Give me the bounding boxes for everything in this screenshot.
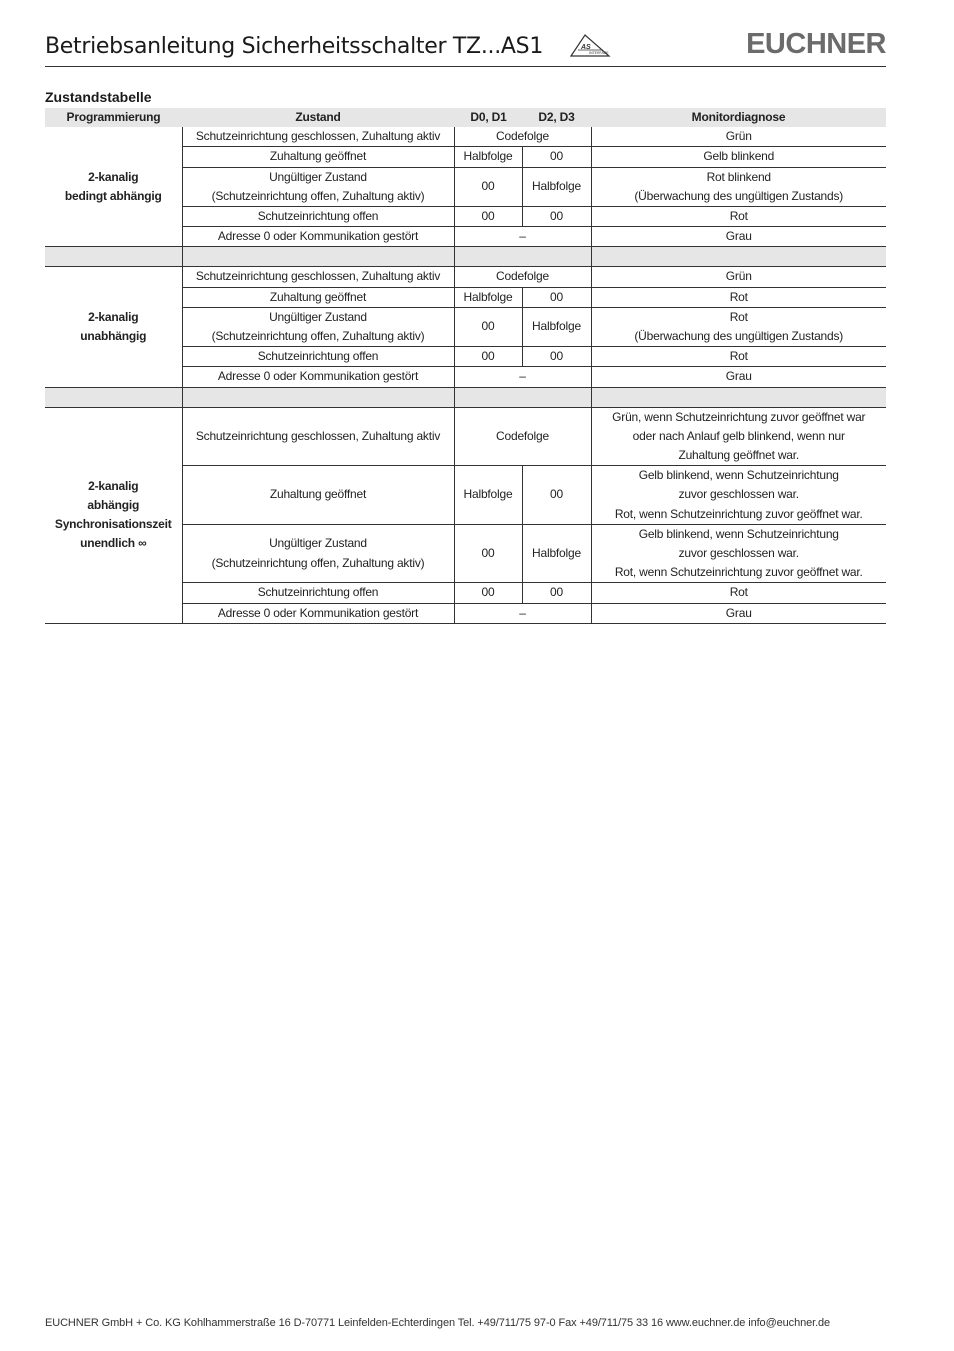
d2-d3-cell: Halbfolge — [522, 307, 591, 346]
d0-d1-cell: Codefolge — [454, 127, 591, 147]
monitordiagnose-cell — [591, 127, 886, 147]
monitordiagnose-line: (Überwachung des ungültigen Zustands) — [634, 188, 844, 203]
zustand-line: Zuhaltung geöffnet — [269, 149, 367, 164]
d2-d3-cell: Halbfolge — [522, 167, 591, 206]
svg-text:AS: AS — [581, 44, 591, 51]
monitordiagnose-cell — [591, 307, 886, 346]
monitordiagnose-cell — [591, 583, 886, 603]
programmierung-line: abhängig — [87, 498, 140, 513]
zustand-cell — [182, 267, 454, 287]
zustand-line: Zuhaltung geöffnet — [269, 289, 367, 304]
d0-d1-cell: 00 — [454, 307, 522, 346]
d2-d3-cell: 00 — [522, 347, 591, 367]
monitordiagnose-line: Grau — [725, 229, 752, 244]
header-d2-d3: D2, D3 — [538, 110, 575, 124]
header-monitordiagnose: Monitordiagnose — [591, 108, 886, 127]
state-table — [45, 108, 886, 624]
d0-d1-cell: Halbfolge — [454, 466, 522, 525]
monitordiagnose-cell — [591, 267, 886, 287]
monitordiagnose-line: Rot — [729, 209, 748, 224]
zustand-cell — [182, 347, 454, 367]
d2-d3-cell: Halbfolge — [522, 524, 591, 583]
monitordiagnose-cell — [591, 524, 886, 583]
programmierung-line: 2-kanalig — [88, 309, 139, 324]
d0-d1-cell: – — [454, 603, 591, 623]
monitordiagnose-line: Rot — [729, 585, 748, 600]
zustand-line: (Schutzeinrichtung offen, Zuhaltung aktiv) — [211, 329, 425, 344]
programmierung-line: Synchronisationszeit — [54, 517, 172, 532]
monitordiagnose-line: Grau — [725, 369, 752, 384]
table-header-row — [45, 108, 886, 127]
zustand-cell — [182, 524, 454, 583]
separator-cell — [591, 387, 886, 407]
zustand-line: Adresse 0 oder Kommunikation gestört — [217, 369, 419, 384]
table-row — [45, 407, 886, 466]
zustand-line: Schutzeinrichtung offen — [257, 349, 379, 364]
programmierung-line: bedingt abhängig — [64, 188, 162, 203]
d2-d3-cell: 00 — [522, 147, 591, 167]
separator-cell — [454, 387, 591, 407]
page-header — [45, 28, 886, 67]
separator-cell — [182, 247, 454, 267]
group-separator-row — [45, 387, 886, 407]
header-d0-d1: D0, D1 — [470, 110, 507, 124]
monitordiagnose-line: Rot blinkend — [706, 169, 771, 184]
zustand-line: Schutzeinrichtung geschlossen, Zuhaltung aktiv — [195, 129, 441, 144]
d0-d1-cell: – — [454, 227, 591, 247]
zustand-cell — [182, 466, 454, 525]
monitordiagnose-line: zuvor geschlossen war. — [678, 546, 799, 561]
zustand-line: Schutzeinrichtung geschlossen, Zuhaltung aktiv — [195, 428, 441, 443]
d0-d1-cell: Halbfolge — [454, 147, 522, 167]
header-d-channels — [454, 108, 591, 127]
monitordiagnose-cell — [591, 287, 886, 307]
zustand-line: Schutzeinrichtung offen — [257, 209, 379, 224]
header-programmierung: Programmierung — [45, 108, 182, 127]
zustand-cell — [182, 407, 454, 466]
monitordiagnose-line: Gelb blinkend, wenn Schutzeinrichtung — [638, 468, 839, 483]
zustand-cell — [182, 583, 454, 603]
zustand-cell — [182, 127, 454, 147]
separator-cell — [45, 247, 182, 267]
zustand-cell — [182, 367, 454, 387]
programmierung-line: unabhängig — [80, 329, 147, 344]
d0-d1-cell: 00 — [454, 167, 522, 206]
monitordiagnose-line: zuvor geschlossen war. — [678, 487, 799, 502]
svg-text:INTERFACE: INTERFACE — [589, 51, 609, 55]
monitordiagnose-line: Rot — [729, 349, 748, 364]
d0-d1-cell: Codefolge — [454, 407, 591, 466]
d0-d1-cell: 00 — [454, 207, 522, 227]
as-interface-logo-icon — [569, 32, 611, 58]
zustand-cell — [182, 307, 454, 346]
euchner-brand-logo: EUCHNER — [746, 28, 886, 60]
monitordiagnose-line: Rot, wenn Schutzeinrichtung zuvor geöffnet war. — [614, 506, 863, 521]
zustand-cell — [182, 147, 454, 167]
monitordiagnose-line: Grün, wenn Schutzeinrichtung zuvor geöffnet war — [612, 409, 866, 424]
zustand-line: Ungültiger Zustand — [269, 309, 367, 324]
zustand-line: Adresse 0 oder Kommunikation gestört — [217, 605, 419, 620]
d2-d3-cell: 00 — [522, 207, 591, 227]
monitordiagnose-cell — [591, 227, 886, 247]
group-separator-row — [45, 247, 886, 267]
programmierung-cell — [45, 267, 182, 387]
d0-d1-cell: – — [454, 367, 591, 387]
d0-d1-cell: Halbfolge — [454, 287, 522, 307]
separator-cell — [591, 247, 886, 267]
page-footer: EUCHNER GmbH + Co. KG Kohlhammerstraße 16 D-70771 Leinfelden-Echterdingen Tel. +49/711/75 97-0 Fax +49/711/75 33 16 www.euchner.de info@euchner.de — [45, 1317, 831, 1329]
section-title: Zustandstabelle — [45, 89, 152, 105]
monitordiagnose-cell — [591, 147, 886, 167]
programmierung-cell — [45, 127, 182, 247]
d2-d3-cell: 00 — [522, 287, 591, 307]
d0-d1-cell: 00 — [454, 524, 522, 583]
monitordiagnose-cell — [591, 207, 886, 227]
monitordiagnose-cell — [591, 603, 886, 623]
zustand-cell — [182, 227, 454, 247]
programmierung-line: 2-kanalig — [88, 169, 139, 184]
monitordiagnose-line: Grau — [725, 605, 752, 620]
zustand-cell — [182, 287, 454, 307]
monitordiagnose-line: Rot — [729, 289, 748, 304]
d2-d3-cell: 00 — [522, 583, 591, 603]
zustand-cell — [182, 167, 454, 206]
table-row — [45, 127, 886, 147]
zustand-cell — [182, 603, 454, 623]
zustand-line: Ungültiger Zustand — [269, 536, 367, 551]
monitordiagnose-line: Grün — [725, 129, 752, 144]
monitordiagnose-cell — [591, 407, 886, 466]
monitordiagnose-line: oder nach Anlauf gelb blinkend, wenn nur — [632, 428, 845, 443]
zustand-line: Zuhaltung geöffnet — [269, 487, 367, 502]
d0-d1-cell: 00 — [454, 583, 522, 603]
zustand-cell — [182, 207, 454, 227]
document-title: Betriebsanleitung Sicherheitsschalter TZ...AS1 — [45, 34, 544, 59]
zustand-line: (Schutzeinrichtung offen, Zuhaltung aktiv) — [211, 188, 425, 203]
d2-d3-cell: 00 — [522, 466, 591, 525]
separator-cell — [454, 247, 591, 267]
table-row — [45, 267, 886, 287]
monitordiagnose-line: Rot — [729, 309, 748, 324]
zustand-line: (Schutzeinrichtung offen, Zuhaltung aktiv) — [211, 555, 425, 570]
monitordiagnose-line: Gelb blinkend, wenn Schutzeinrichtung — [638, 526, 839, 541]
monitordiagnose-line: Grün — [725, 269, 752, 284]
header-zustand: Zustand — [182, 108, 454, 127]
zustand-line: Schutzeinrichtung geschlossen, Zuhaltung aktiv — [195, 269, 441, 284]
separator-cell — [45, 387, 182, 407]
monitordiagnose-line: Rot, wenn Schutzeinrichtung zuvor geöffnet war. — [614, 565, 863, 580]
zustand-line: Ungültiger Zustand — [269, 169, 367, 184]
programmierung-line: unendlich ∞ — [80, 536, 147, 551]
monitordiagnose-cell — [591, 367, 886, 387]
separator-cell — [182, 387, 454, 407]
zustand-line: Adresse 0 oder Kommunikation gestört — [217, 229, 419, 244]
monitordiagnose-line: Gelb blinkend — [703, 149, 775, 164]
monitordiagnose-cell — [591, 347, 886, 367]
monitordiagnose-cell — [591, 466, 886, 525]
monitordiagnose-line: (Überwachung des ungültigen Zustands) — [634, 329, 844, 344]
monitordiagnose-line: Zuhaltung geöffnet war. — [678, 448, 800, 463]
zustand-line: Schutzeinrichtung offen — [257, 585, 379, 600]
monitordiagnose-cell — [591, 167, 886, 206]
programmierung-cell — [45, 407, 182, 623]
programmierung-line: 2-kanalig — [88, 478, 139, 493]
d0-d1-cell: Codefolge — [454, 267, 591, 287]
d0-d1-cell: 00 — [454, 347, 522, 367]
